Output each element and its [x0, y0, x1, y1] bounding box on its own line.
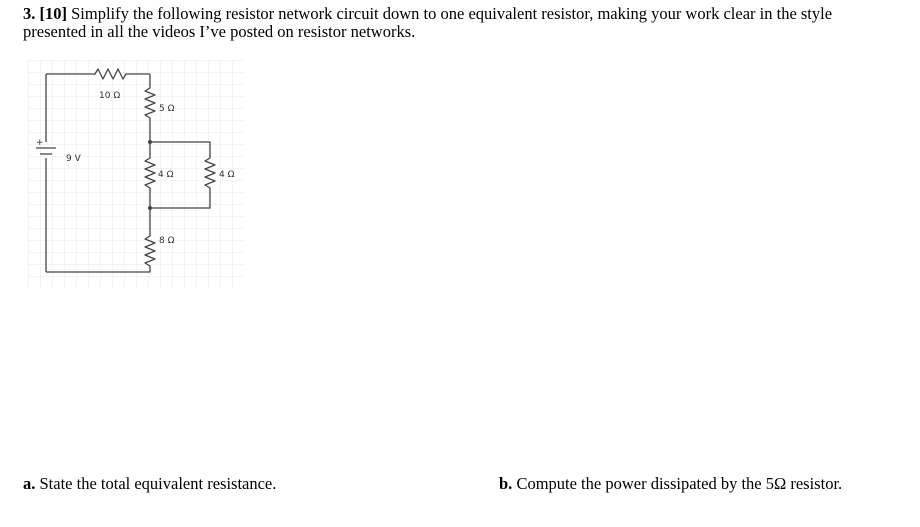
question-line-1-text: Simplify the following resistor network circuit down to one equivalent resistor, making your work clear in the style	[71, 4, 833, 23]
junction-dot	[148, 206, 152, 210]
part-a-text: State the total equivalent resistance.	[39, 474, 277, 493]
question-text	[23, 5, 920, 41]
resistor-4b-label: 4 Ω	[219, 170, 235, 180]
part-b-text: Compute the power dissipated by the 5Ω resistor.	[516, 474, 843, 493]
circuit-diagram	[28, 60, 248, 290]
resistor-4a-label: 4 Ω	[158, 170, 174, 180]
resistor-10-label: 10 Ω	[99, 91, 121, 101]
resistor-8-label: 8 Ω	[159, 236, 175, 246]
question-number: 3. [10]	[23, 4, 67, 23]
battery-label: 9 V	[66, 154, 81, 164]
part-a-label: a.	[23, 474, 36, 493]
part-b-label: b.	[499, 474, 513, 493]
part-a	[23, 474, 276, 494]
question-line-2: presented in all the videos I’ve posted on resistor networks.	[23, 22, 416, 41]
part-b	[499, 474, 842, 494]
question-line-1	[23, 5, 920, 23]
resistor-5-label: 5 Ω	[159, 104, 175, 114]
battery-plus-label: +	[36, 138, 44, 148]
junction-dot	[148, 140, 152, 144]
